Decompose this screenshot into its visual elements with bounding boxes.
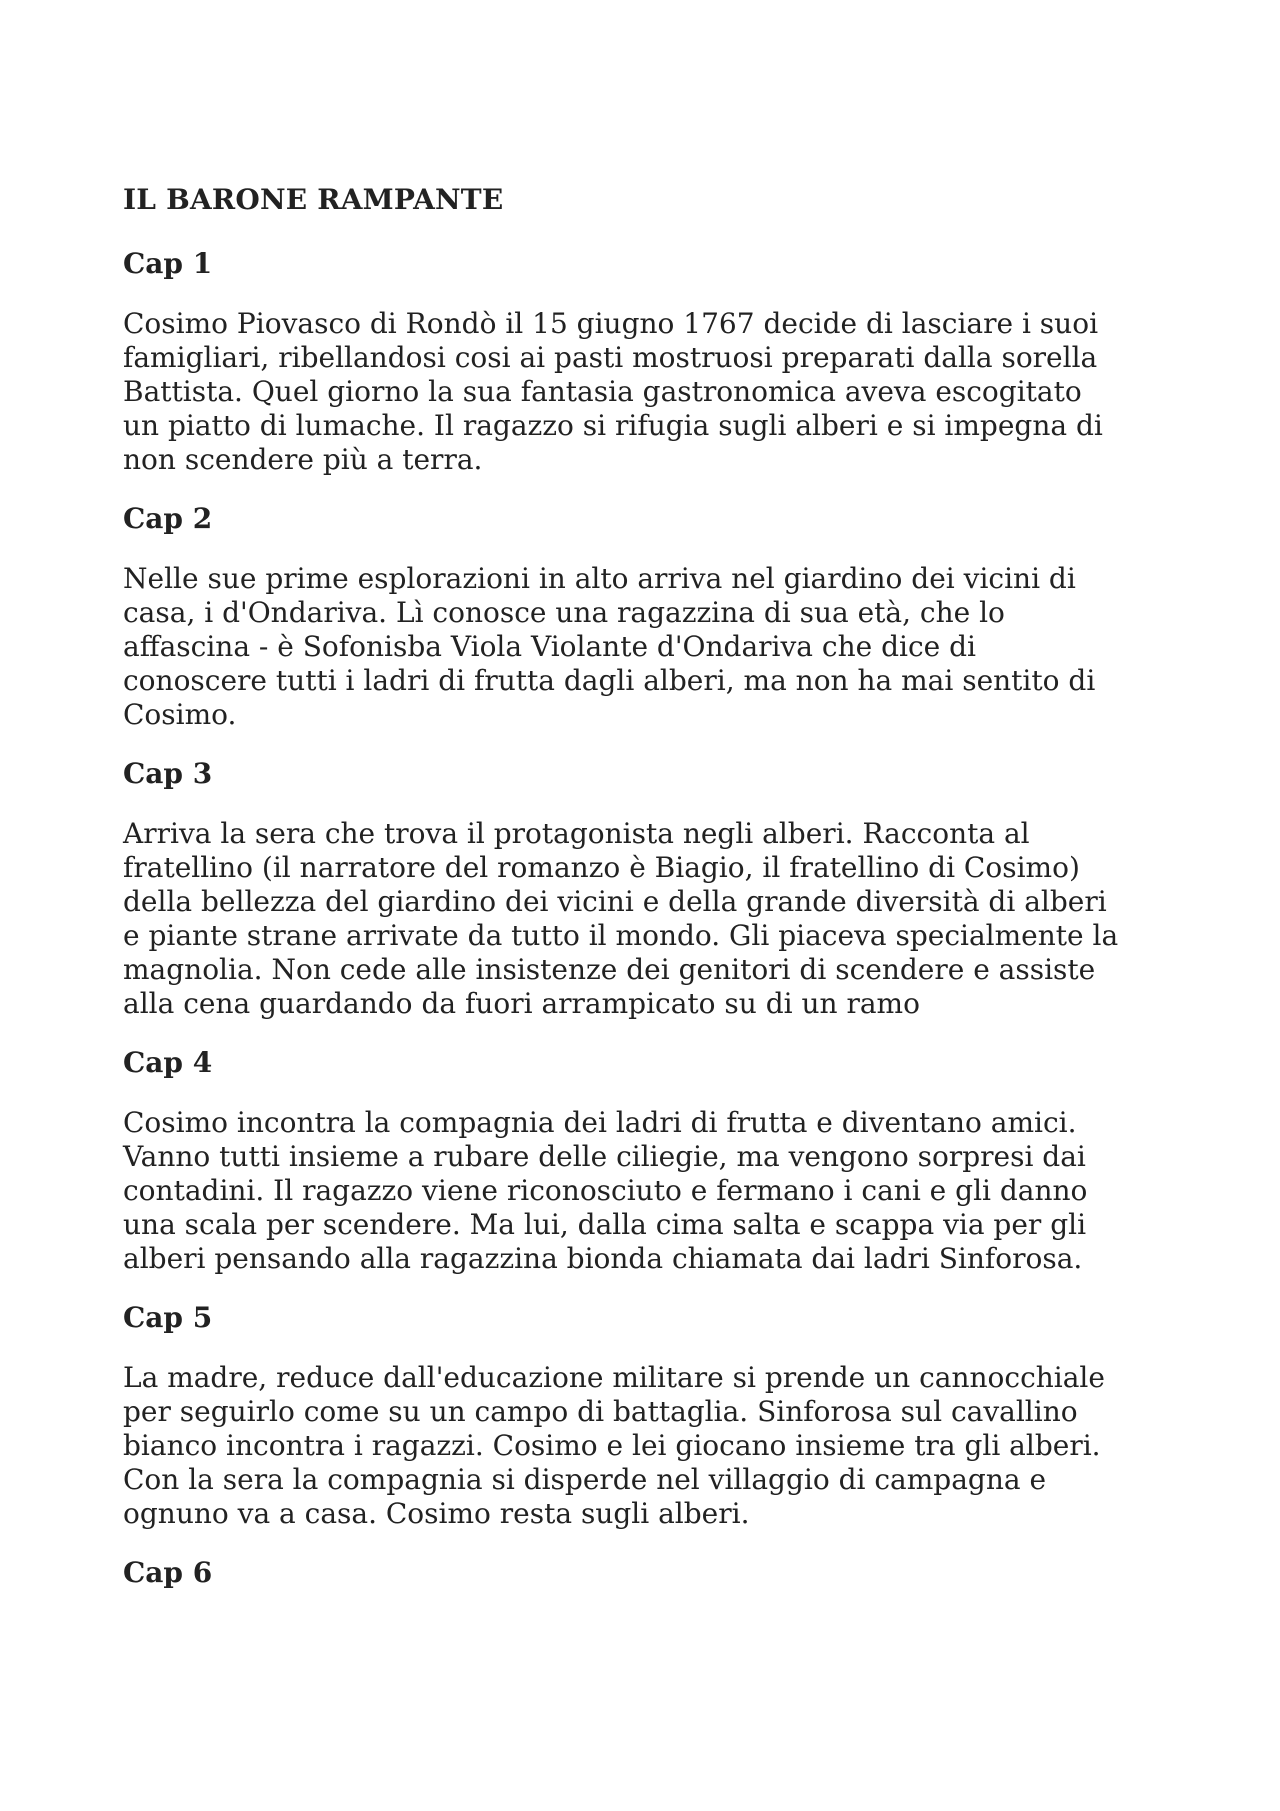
document-body [123,180,1173,1616]
text-line: Cosimo Piovasco di Rondò il 15 giugno 1767 decide di lasciare i suoi [123,307,1099,340]
chapter-6 [123,1553,1173,1593]
text-line: La madre, reduce dall'educazione militare si prende un cannocchiale [123,1361,1105,1394]
text-line: un piatto di lumache. Il ragazzo si rifugia sugli alberi e si impegna di [123,409,1103,442]
text-line: non scendere più a terra. [123,443,483,476]
text-line: Cosimo incontra la compagnia dei ladri di frutta e diventano amici. [123,1106,1077,1139]
text-line: ognuno va a casa. Cosimo resta sugli alberi. [123,1497,750,1530]
document-title: IL BARONE RAMPANTE [123,183,504,216]
chapter-paragraph [123,307,1173,477]
text-line: famigliari, ribellandosi cosi ai pasti mostruosi preparati dalla sorella [123,341,1098,374]
text-line: Arriva la sera che trova il protagonista negli alberi. Racconta al [123,817,1030,850]
chapter-paragraph [123,817,1173,1021]
chapter-heading: Cap 3 [123,757,213,790]
chapter-3 [123,754,1173,1021]
chapter-5 [123,1298,1173,1531]
text-line: alberi pensando alla ragazzina bionda chiamata dai ladri Sinforosa. [123,1242,1083,1275]
text-line: magnolia. Non cede alle insistenze dei genitori di scendere e assiste [123,953,1096,986]
text-line: casa, i d'Ondariva. Lì conosce una ragazzina di sua età, che lo [123,596,1005,629]
chapter-paragraph [123,1361,1173,1531]
text-line: e piante strane arrivate da tutto il mondo. Gli piaceva specialmente la [123,919,1119,952]
text-line: Cosimo. [123,698,237,731]
chapter-2 [123,499,1173,732]
text-line: Nelle sue prime esplorazioni in alto arriva nel giardino dei vicini di [123,562,1076,595]
text-line: bianco incontra i ragazzi. Cosimo e lei giocano insieme tra gli alberi. [123,1429,1101,1462]
chapter-heading: Cap 1 [123,247,213,280]
text-line: una scala per scendere. Ma lui, dalla cima salta e scappa via per gli [123,1208,1087,1241]
text-line: contadini. Il ragazzo viene riconosciuto e fermano i cani e gli danno [123,1174,1088,1207]
text-line: Con la sera la compagnia si disperde nel villaggio di campagna e [123,1463,1047,1496]
chapter-4 [123,1043,1173,1276]
text-line: della bellezza del giardino dei vicini e della grande diversità di alberi [123,885,1107,918]
chapter-paragraph [123,1106,1173,1276]
chapter-heading: Cap 4 [123,1046,213,1079]
text-line: fratellino (il narratore del romanzo è Biagio, il fratellino di Cosimo) [123,851,1080,884]
text-line: conoscere tutti i ladri di frutta dagli alberi, ma non ha mai sentito di [123,664,1096,697]
text-line: affascina - è Sofonisba Viola Violante d'Ondariva che dice di [123,630,976,663]
chapter-heading: Cap 6 [123,1556,213,1589]
text-line: per seguirlo come su un campo di battaglia. Sinforosa sul cavallino [123,1395,1078,1428]
chapter-heading: Cap 2 [123,502,213,535]
text-line: Vanno tutti insieme a rubare delle ciliegie, ma vengono sorpresi dai [123,1140,1086,1173]
text-line: Battista. Quel giorno la sua fantasia gastronomica aveva escogitato [123,375,1082,408]
chapter-1 [123,244,1173,477]
text-line: alla cena guardando da fuori arrampicato su di un ramo [123,987,920,1020]
chapter-heading: Cap 5 [123,1301,213,1334]
chapter-paragraph [123,562,1173,732]
